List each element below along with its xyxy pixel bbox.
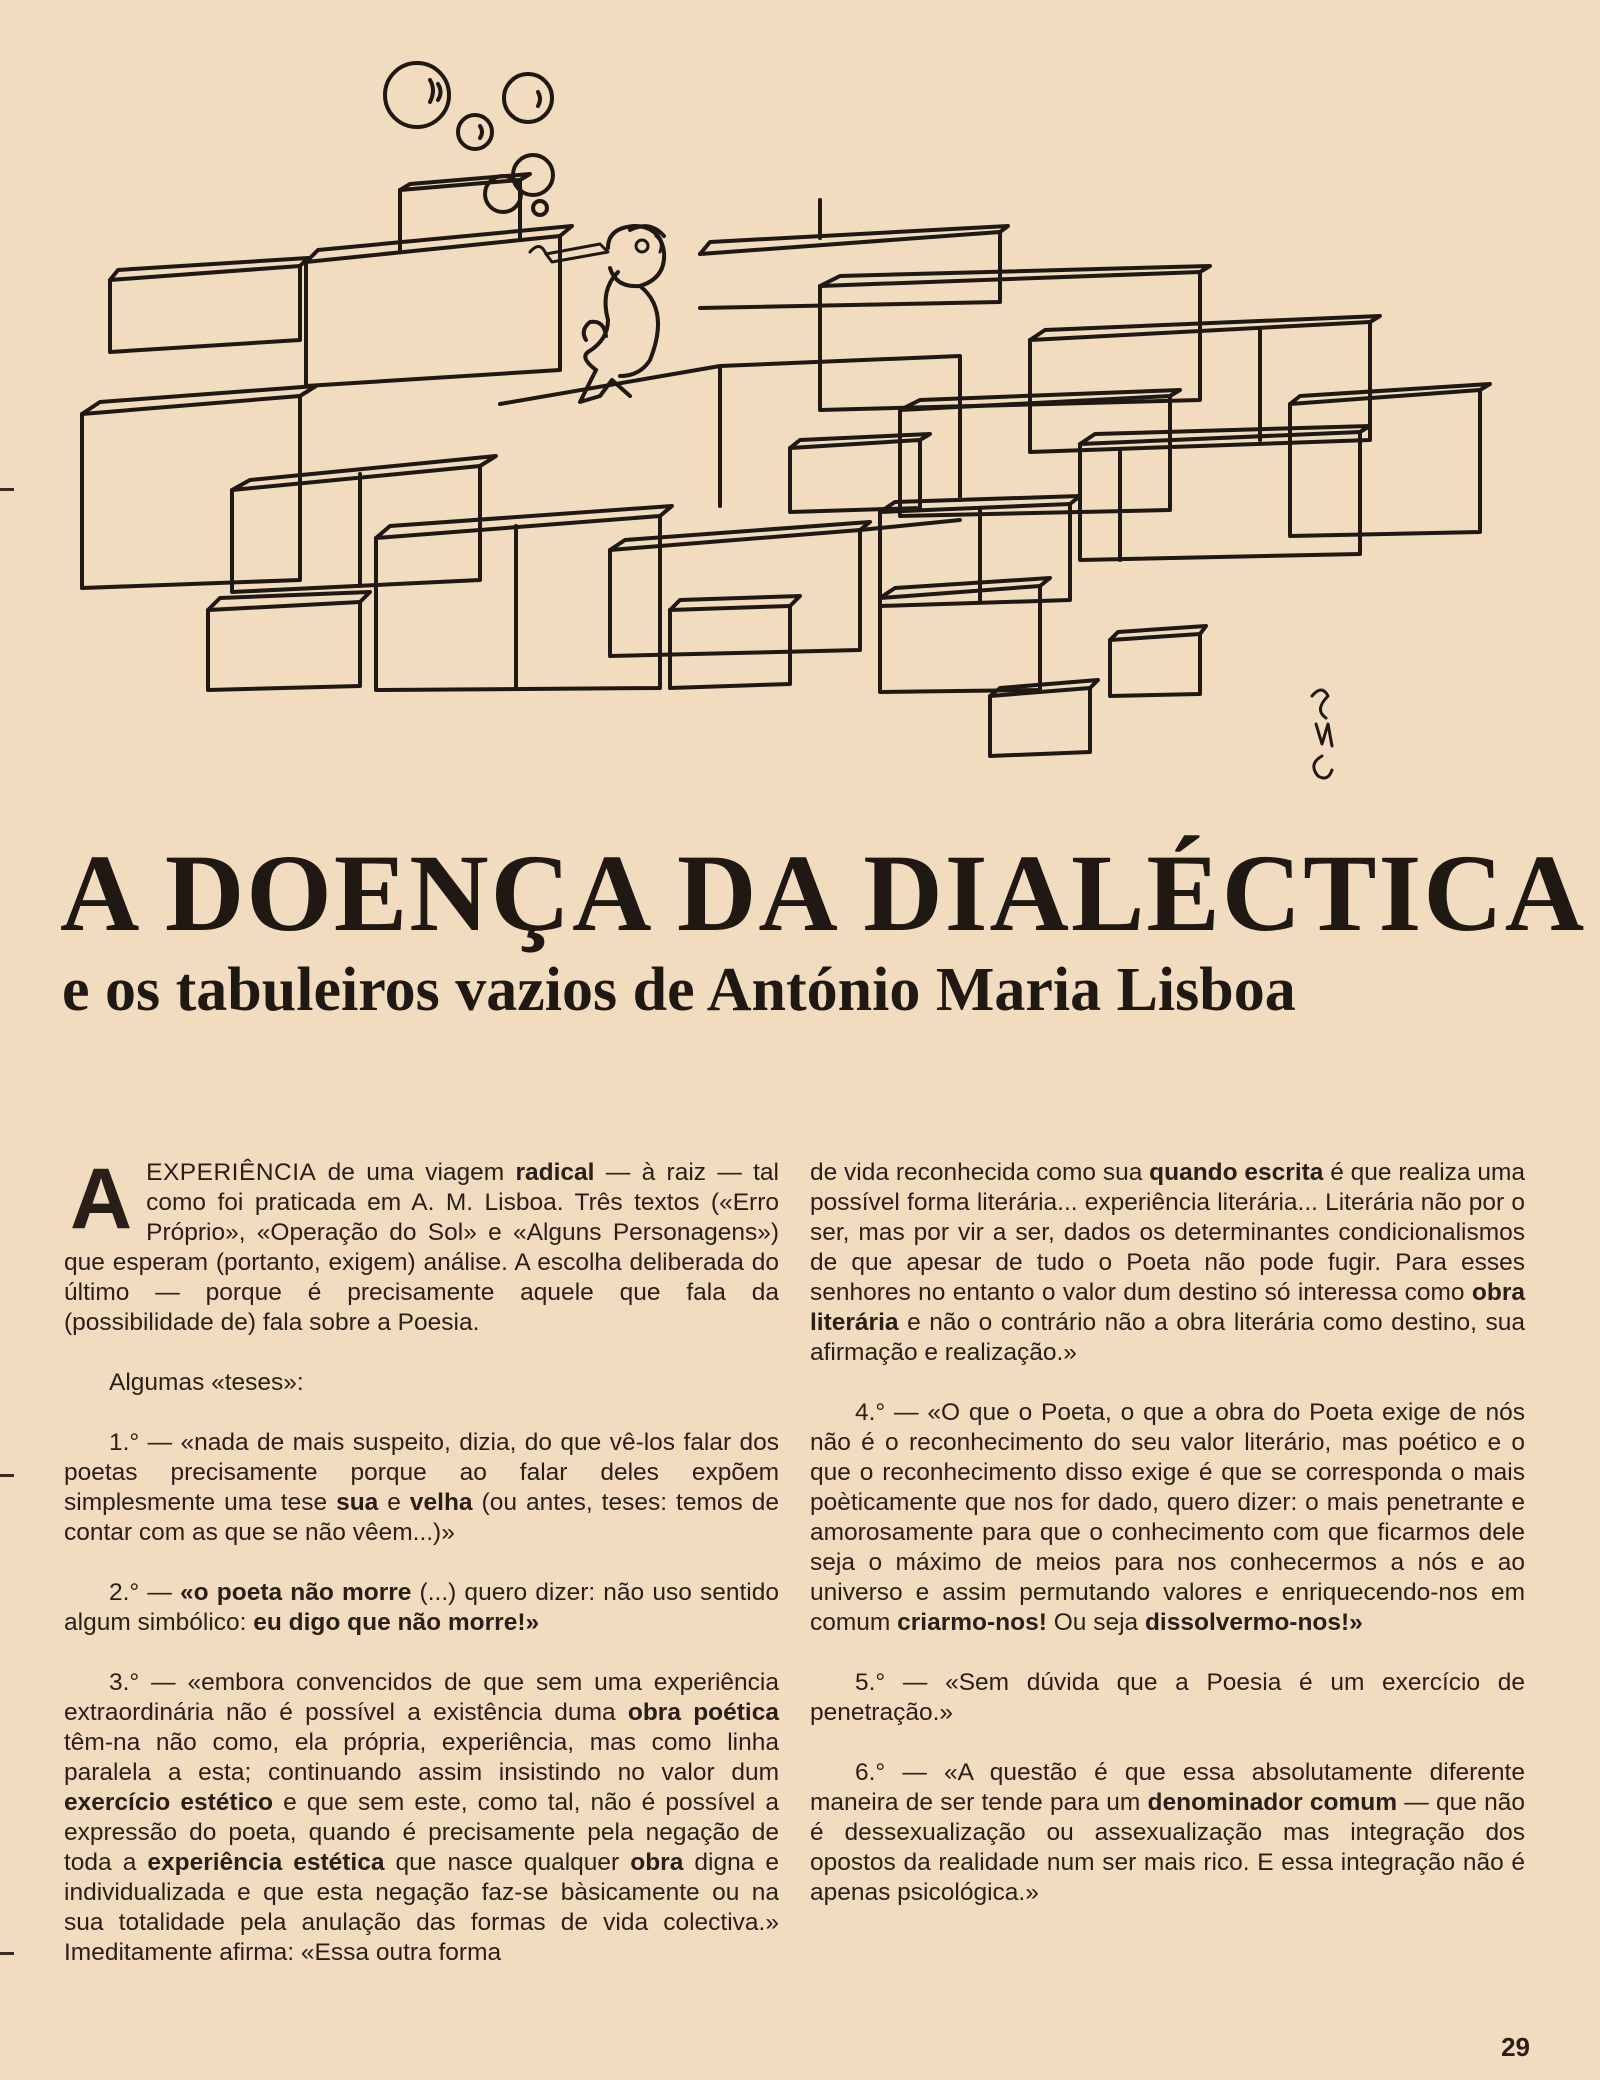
margin-mark — [0, 1952, 14, 1955]
thesis-6: 6.° — «A questão é que essa absolutamente diferente maneira de ser tende para um denominador comum — que não é dessexualização ou assexualização mas integração dos opostos da realidade num ser mais rico. E essa integração não é apenas psicológica.» — [810, 1759, 1525, 1906]
thesis-3: 3.° — «embora convencidos de que sem uma experiência extraordinária não é possível a existência duma obra poética têm-na não como, ela própria, experiência, mas como linha paralela a esta; continuando assim insistindo no valor dum exercício estético e que sem este, como tal, não é possível a expressão do poeta, quando é precisamente pela negação de toda a experiência estética que nasce qualquer obra digna e individualizada e que esta negação faz-se bàsicamente ou na sua totalidade pela anulação das formas de vida colectiva.» Imeditamente afirma: «Essa outra forma — [64, 1669, 779, 1966]
cartoon-boxes-bubbles-icon — [60, 40, 1520, 800]
thesis-4: 4.° — «O que o Poeta, o que a obra do Poeta exige de nós não é o reconhecimento do seu valor literário, mas poético e o que o reconhecimento disso exige é que se corresponda o mais poèticamente que nos for dado, quero dizer: o mais penetrante e amorosamente para que o conhecimento com que ficarmos dele seja o máximo de meios para nos conhecermos a nós e ao universo e assim permutando valores e enriquecendo-nos em comum criarmo-nos! Ou seja dissolvermo-nos!» — [810, 1399, 1525, 1636]
bubble-icon — [533, 201, 547, 215]
thesis-5: 5.° — «Sem dúvida que a Poesia é um exercício de penetração.» — [810, 1669, 1525, 1726]
bubble-icon — [458, 115, 492, 149]
thesis-1: 1.° — «nada de mais suspeito, dizia, do que vê-los falar dos poetas precisamente porque ao falar deles expõem simplesmente uma tese sua e velha (ou antes, teses: temos de contar com as que se não vêem...)» — [64, 1429, 779, 1546]
article-column-right — [810, 1158, 1525, 1938]
theses-heading: Algumas «teses»: — [109, 1369, 304, 1396]
bubble-icon — [504, 74, 552, 122]
margin-mark — [0, 1474, 14, 1477]
page-number: 29 — [1501, 2032, 1530, 2062]
thesis-3-continued: de vida reconhecida como sua quando escrita é que realiza uma possível forma literária... experiência literária... Literária não por o ser, mas por vir a ser, dados os determinantes condicionalismos de que apesar de tudo o Poeta não pode fugir. Para esses senhores no entanto o valor dum destino só interessa como obra literária e não o contrário não a obra literária como destino, sua afirmação e realização.» — [810, 1159, 1525, 1366]
article-column-left — [64, 1151, 779, 1998]
page-subtitle: e os tabuleiros vazios de António Maria Lisboa — [62, 956, 1296, 1024]
intro-paragraph: AEXPERIÊNCIA de uma viagem radical — à raiz — tal como foi praticada em A. M. Lisboa. Três textos («Erro Próprio», «Operação do Sol» e «Alguns Personagens») que esperam (portanto, exigem) análise. A escolha deliberada do último — porque é precisamente aquele que fala da (possibilidade de) fala sobre a Poesia. — [64, 1151, 779, 1336]
margin-mark — [0, 488, 14, 491]
page-title: A DOENÇA DA DIALÉCTICA — [60, 832, 1587, 954]
thesis-2: 2.° — «o poeta não morre (...) quero dizer: não uso sentido algum simbólico: eu digo que não morre!» — [64, 1579, 779, 1636]
drop-cap: A — [70, 1151, 133, 1247]
